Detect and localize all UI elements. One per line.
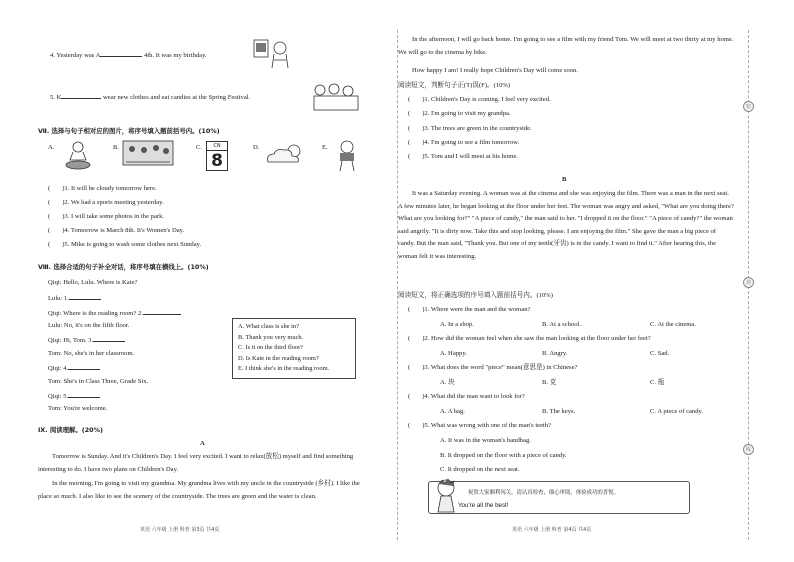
festival-family-icon xyxy=(312,82,362,112)
section-8-title: Ⅷ. 选择合适的句子补全对话，将序号填在横线上。(10%) xyxy=(38,263,209,271)
calendar-march-8-icon: CN 8 xyxy=(206,141,228,171)
passage-a-label: A xyxy=(200,440,205,447)
mc-q3: ( )3. What does the word "piece" mean(意思是) in Chinese? xyxy=(408,364,578,371)
dialog-line-9: Qiqi: 5. xyxy=(48,392,100,401)
cloudy-weather-icon xyxy=(262,142,310,168)
dialog-blank-4[interactable] xyxy=(68,364,100,370)
dialog-line-6: Tom: No, she's in her classroom. xyxy=(48,350,135,357)
tf-item-4: ( )4. I'm going to see a film tomorrow. xyxy=(408,139,520,146)
dialog-blank-2[interactable] xyxy=(143,309,181,315)
tf-item-2: ( )2. I'm going to visit my grandpa. xyxy=(408,110,511,117)
option-e: E. I think she's in the reading room. xyxy=(238,365,330,373)
tf-item-1: ( )1. Children's Day is coming. I feel very excited. xyxy=(408,96,551,103)
q5-blank[interactable] xyxy=(61,93,101,99)
s7-item-5: ( )5. Mike is going to wash some clothes next Sunday. xyxy=(48,241,202,248)
mc-q3-c[interactable]: C. 瓶 xyxy=(650,379,665,386)
mc-q5-c[interactable]: C. It dropped on the next seat. xyxy=(440,466,520,473)
mc-q2-b[interactable]: B. Angry. xyxy=(542,350,568,357)
seal-mark-mi: 密 xyxy=(743,101,754,112)
dialog-line-10: Tom: You're welcome. xyxy=(48,405,108,412)
left-footer: 英语 六年级 上册 科普 第3页 共4页 xyxy=(140,527,220,533)
center-fold-line xyxy=(397,30,398,540)
dialog-blank-5[interactable] xyxy=(68,392,100,398)
mc-q1-b[interactable]: B. At a school. xyxy=(542,321,582,328)
dialog-line-1: Qiqi: Hello, Lulu. Where is Kate? xyxy=(48,279,138,286)
tf-item-5: ( )5. Tom and I will meet at his home. xyxy=(408,153,518,160)
pic-label-c: C. xyxy=(196,144,203,151)
q4-blank[interactable] xyxy=(100,51,142,57)
passage-a-para-1: Tomorrow is Sunday. And it's Children's Day. I feel very excited. I want to relax(放松) myself and find something interesting to do. I have two plans on Children's Day. xyxy=(38,453,354,473)
mc-q4: ( )4. What did the man want to look for? xyxy=(408,393,525,400)
pic-label-e: E. xyxy=(322,144,328,151)
mc-q4-b[interactable]: B. The keys. xyxy=(542,408,576,415)
mc-q5-b[interactable]: B. It dropped on the floor with a piece of candy. xyxy=(440,452,567,459)
option-b: B. Thank you very much. xyxy=(238,333,304,341)
option-c: C. Is it on the third floor? xyxy=(238,344,304,352)
sports-meeting-icon xyxy=(122,140,174,166)
option-d: D. Is Kate in the reading room? xyxy=(238,354,319,362)
pic-label-d: D. xyxy=(253,144,260,151)
option-a: A. What class is she in? xyxy=(238,323,299,330)
s7-item-2: ( )2. We had a sports meeting yesterday. xyxy=(48,199,164,206)
section-9-title: Ⅸ. 阅读理解。(20%) xyxy=(38,426,103,434)
mc-title: 阅读短文，将正确选项的序号填入题前括号内。(10%) xyxy=(398,292,553,299)
s7-item-3: ( )3. I will take some photos in the park. xyxy=(48,213,165,220)
seal-mark-feng: 封 xyxy=(743,277,754,288)
dialog-line-2: Lulu: 1. xyxy=(48,294,101,303)
passage-b-label: B xyxy=(562,176,567,183)
mc-q2: ( )2. How did the woman feel when she saw the man looking at the floor under her feet? xyxy=(408,335,651,342)
mc-q2-c[interactable]: C. Sad. xyxy=(650,350,670,357)
dialog-line-7: Qiqi: 4. xyxy=(48,364,100,373)
passage-a-para-2: In the morning, I'm going to visit my grandma. My grandma lives with my uncle in the countryside (乡村). I like the place so much. I also like to see the scenery of the countryside. The trees are green and the water is clean. xyxy=(38,480,360,500)
mc-q1-c[interactable]: C. At the cinema. xyxy=(650,321,696,328)
encouragement-en: You're all the best! xyxy=(458,502,509,509)
pic-label-a: A. xyxy=(48,144,55,151)
mc-q2-a[interactable]: A. Happy. xyxy=(440,350,467,357)
mc-q3-a[interactable]: A. 块 xyxy=(440,379,455,386)
tf-title: 阅读短文，判断句子正(T)误(F)。(10%) xyxy=(398,82,511,89)
dialog-options-box xyxy=(232,318,356,379)
boy-mascot-icon xyxy=(432,478,460,514)
dialog-line-5: Qiqi: Hi, Tom. 3. xyxy=(48,336,125,345)
dialog-line-8: Tom: She's in Class Three, Grade Six. xyxy=(48,378,149,385)
passage-b: It was a Saturday evening. A woman was at the cinema and she was enjoying the film. There was a man in the next seat. A few minutes later, he began looking at the floor under her feet. The woman was angry and asked, "What are you doing there? What are you looking for?" "A piece of candy," the man said to her. "I dropped it on the floor." "A piece of candy?" the woman said angrily. "It is dirty now. Take this and stop looking, please. I am enjoying the film." She gave the man a big piece of candy. But the man said, "Thank you. But one of my teeth(牙齿) is in the candy. I want to find it." After hearing this, the woman felt it was interesting. xyxy=(398,190,734,260)
q5-line: 5. K wear new clothes and eat candies at the Spring Festival. xyxy=(50,94,251,101)
boy-washing-clothes-icon xyxy=(62,140,94,172)
mc-q4-c[interactable]: C. A piece of candy. xyxy=(650,408,704,415)
q4-line: 4. Yesterday was A 4th. It was my birthday. xyxy=(50,52,207,59)
right-footer: 英语 六年级 上册 科普 第4页 共4页 xyxy=(512,527,592,533)
passage-a-para-3: In the afternoon, I will go back home. I'm going to see a film with my friend Tom. We will meet at two thirty at my home. We will go to the cinema by bike. xyxy=(398,36,734,56)
mc-q3-b[interactable]: B. 克 xyxy=(542,379,557,386)
s7-item-4: ( )4. Tomorrow is March 8th. It's Women's Day. xyxy=(48,227,185,234)
s7-item-1: ( )1. It will be cloudy tomorrow here. xyxy=(48,185,157,192)
mc-q1-a[interactable]: A. In a shop. xyxy=(440,321,474,328)
tf-item-3: ( )3. The trees are green in the countryside. xyxy=(408,125,532,132)
dialog-blank-3[interactable] xyxy=(93,336,125,342)
boy-taking-photos-icon xyxy=(332,139,362,173)
mc-q1: ( )1. Where were the man and the woman? xyxy=(408,306,531,313)
passage-a-para-4: How happy I am! I really hope Children's Day will come soon. xyxy=(412,67,578,74)
pic-label-b: B. xyxy=(113,144,120,151)
dialog-line-3: Qiqi: Where is the reading room? 2. xyxy=(48,309,181,318)
seal-mark-xian: 线 xyxy=(743,444,754,455)
encouragement-cn: 祝贺大家顺利闯关，请认真检查，细心审阅，体验成功的喜悦。 xyxy=(468,490,619,496)
dialog-blank-1[interactable] xyxy=(69,294,101,300)
calendar-boy-icon xyxy=(250,38,292,70)
mc-q5-a[interactable]: A. It was in the woman's handbag. xyxy=(440,437,531,444)
section-7-title: Ⅶ. 选择与句子相对应的图片，将序号填入题前括号内。(10%) xyxy=(38,127,220,135)
dialog-line-4: Lulu: No, it's on the fifth floor. xyxy=(48,322,130,329)
mc-q5: ( )5. What was wrong with one of the man's teeth? xyxy=(408,422,552,429)
mc-q4-a[interactable]: A. A bag. xyxy=(440,408,465,415)
